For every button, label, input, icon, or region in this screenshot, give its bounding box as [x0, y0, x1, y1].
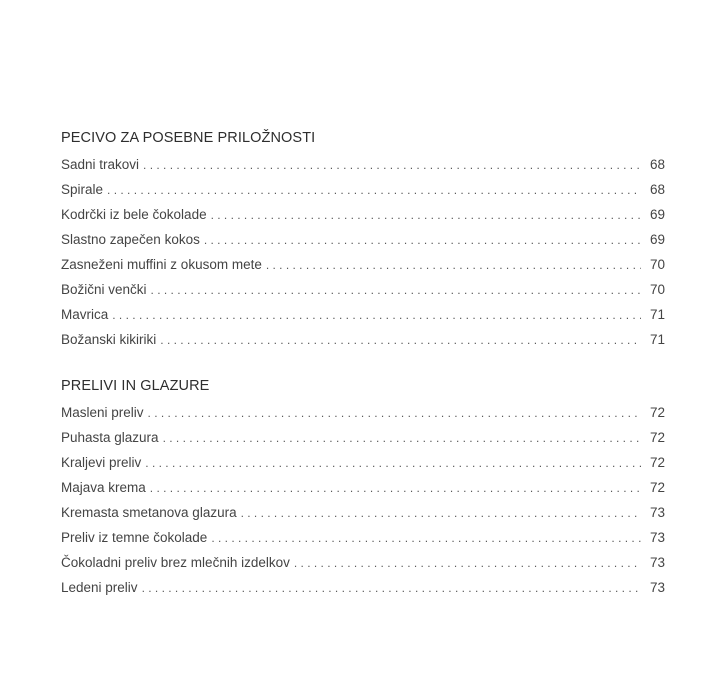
toc-entry-page: 69	[649, 232, 665, 247]
toc-entry-label: Sadni trakovi	[61, 157, 140, 172]
toc-entry-page: 73	[649, 555, 665, 570]
dot-leader	[143, 153, 641, 178]
dot-leader	[204, 228, 641, 253]
toc-entry-label: Zasneženi muffini z okusom mete	[61, 257, 262, 272]
toc-entry	[61, 550, 665, 575]
dot-leader	[150, 476, 641, 501]
toc-entry-page: 73	[649, 530, 665, 545]
toc-entry-page: 70	[649, 282, 665, 297]
dot-leader	[145, 451, 641, 476]
dot-leader	[107, 178, 641, 203]
toc-entry-page: 69	[649, 207, 665, 222]
toc-entry-label: Čokoladni preliv brez mlečnih izdelkov	[61, 555, 290, 570]
toc-entry-page: 72	[649, 455, 665, 470]
dot-leader	[266, 253, 641, 278]
toc-entry-label: Božični venčki	[61, 282, 147, 297]
toc-entry	[61, 302, 665, 327]
dot-leader	[294, 551, 641, 576]
toc-entry-label: Božanski kikiriki	[61, 332, 157, 347]
toc-entry-label: Kremasta smetanova glazura	[61, 505, 237, 520]
toc-entry-page: 68	[649, 182, 665, 197]
toc-section-prelivi	[61, 375, 665, 600]
toc-entry-label: Slastno zapečen kokos	[61, 232, 200, 247]
toc-entry-page: 68	[649, 157, 665, 172]
toc-entry-label: Kodrčki iz bele čokolade	[61, 207, 207, 222]
dot-leader	[112, 303, 641, 328]
table-of-contents	[61, 127, 665, 600]
toc-entry-label: Ledeni preliv	[61, 580, 138, 595]
dot-leader	[151, 278, 641, 303]
toc-entry-label: Kraljevi preliv	[61, 455, 142, 470]
section-title: PRELIVI IN GLAZURE	[61, 378, 210, 394]
dot-leader	[211, 526, 641, 551]
dot-leader	[142, 576, 641, 601]
toc-entry	[61, 202, 665, 227]
toc-entry-page: 70	[649, 257, 665, 272]
toc-entry	[61, 252, 665, 277]
toc-entry-label: Preliv iz temne čokolade	[61, 530, 208, 545]
toc-entry-label: Spirale	[61, 182, 104, 197]
toc-entry	[61, 327, 665, 352]
toc-entry	[61, 152, 665, 177]
section-title: PECIVO ZA POSEBNE PRILOŽNOSTI	[61, 130, 316, 146]
toc-entry-page: 71	[649, 307, 665, 322]
toc-entry-page: 72	[649, 430, 665, 445]
toc-entry	[61, 400, 665, 425]
toc-entry-label: Puhasta glazura	[61, 430, 159, 445]
toc-entry-page: 72	[649, 480, 665, 495]
toc-entry	[61, 525, 665, 550]
toc-entry-label: Mavrica	[61, 307, 109, 322]
toc-entry-label: Masleni preliv	[61, 405, 144, 420]
dot-leader	[160, 328, 641, 353]
toc-entry	[61, 177, 665, 202]
toc-entry	[61, 450, 665, 475]
toc-entry	[61, 425, 665, 450]
toc-entry-page: 73	[649, 505, 665, 520]
dot-leader	[241, 501, 641, 526]
toc-entry-label: Majava krema	[61, 480, 146, 495]
toc-entry	[61, 277, 665, 302]
toc-entry-page: 73	[649, 580, 665, 595]
dot-leader	[148, 401, 641, 426]
toc-entry	[61, 575, 665, 600]
dot-leader	[211, 203, 641, 228]
toc-entry-page: 71	[649, 332, 665, 347]
toc-entry	[61, 227, 665, 252]
toc-entry	[61, 475, 665, 500]
dot-leader	[163, 426, 641, 451]
toc-entry	[61, 500, 665, 525]
toc-section-pecivo	[61, 127, 665, 352]
toc-entry-page: 72	[649, 405, 665, 420]
